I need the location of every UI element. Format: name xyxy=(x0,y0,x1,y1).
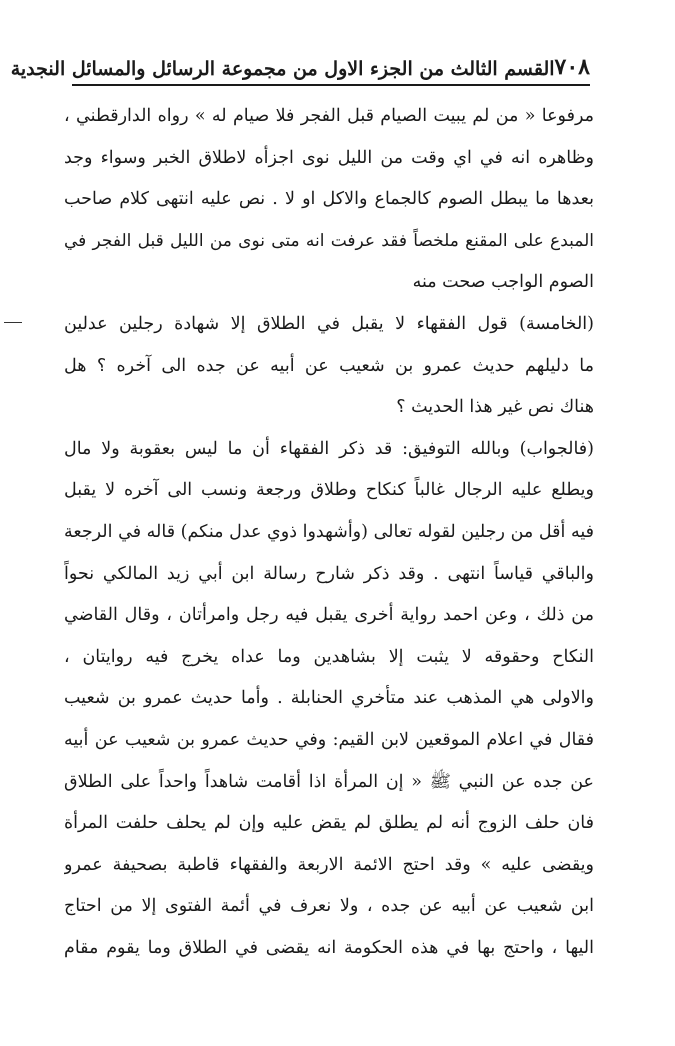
text-line: فان حلف الزوج أنه لم يطلق لم يقض عليه وإن لم يحلف حلفت المرأة xyxy=(64,813,594,834)
text-line: هناك نص غير هذا الحديث ؟ xyxy=(396,397,594,418)
text-line: ما دليلهم حديث عمرو بن شعيب عن أبيه عن جده الى آخره ؟ هل xyxy=(64,355,594,376)
text-line: فقال في اعلام الموقعين لابن القيم: وفي حديث عمرو بن شعيب عن أبيه xyxy=(64,729,594,750)
page-header xyxy=(10,44,590,80)
text-line: فيه أقل من رجلين لقوله تعالى (وأشهدوا ذوي عدل منكم) قاله في الرجعة xyxy=(64,521,594,542)
text-line: وظاهره انه في اي وقت من الليل نوى اجزأه لاطلاق الخبر وسواء وجد xyxy=(64,147,594,168)
text-line: المبدع على المقنع ملخصاً فقد عرفت انه متى نوى من الليل قبل الفجر في xyxy=(64,230,594,251)
text-line: بعدها ما يبطل الصوم كالجماع والاكل او لا . نص عليه انتهى كلام صاحب xyxy=(64,189,594,210)
body-text xyxy=(64,96,594,969)
text-line: اليها ، واحتج بها في هذه الحكومة انه يقضى في الطلاق وما يقوم مقام xyxy=(64,937,594,958)
text-line: ويطلع عليه الرجال غالباً كنكاح وطلاق ورجعة ونسب الى آخره لا يقبل xyxy=(64,480,594,501)
page-number: ٧٠٨ xyxy=(554,54,590,80)
text-line: مرفوعا « من لم يبيت الصيام قبل الفجر فلا صيام له » رواه الدارقطني ، xyxy=(64,106,594,126)
text-line: الصوم الواجب صحت منه xyxy=(412,272,594,293)
text-line: والاولى هي المذهب عند متأخري الحنابلة . وأما حديث عمرو بن شعيب xyxy=(64,688,594,709)
text-line: (فالجواب) وبالله التوفيق: قد ذكر الفقهاء أن ما ليس بعقوبة ولا مال xyxy=(64,438,594,459)
text-line: ابن شعيب عن أبيه عن جده ، ولا نعرف في أئمة الفتوى إلا من احتاج xyxy=(64,896,594,917)
text-line: من ذلك ، وعن احمد رواية أخرى يقبل فيه رجل وامرأتان ، وقال القاضي xyxy=(64,605,594,626)
text-line: (الخامسة) قول الفقهاء لا يقبل في الطلاق إلا شهادة رجلين عدلين xyxy=(64,313,594,334)
text-line: عن جده عن النبي ﷺ « إن المرأة اذا أقامت شاهداً واحداً على الطلاق xyxy=(64,771,594,792)
text-line: والباقي قياساً انتهى . وقد ذكر شارح رسالة ابن أبي زيد المالكي نحواً xyxy=(64,563,594,584)
text-line: ويقضى عليه » وقد احتج الائمة الاربعة والفقهاء قاطبة بصحيفة عمرو xyxy=(64,854,594,875)
header-rule xyxy=(72,84,590,86)
running-title: القسم الثالث من الجزء الاول من مجموعة الرسائل والمسائل النجدية xyxy=(10,58,555,80)
margin-mark xyxy=(4,322,22,323)
text-line: النكاح وحقوقه لا يثبت إلا بشاهدين وما عداه يخرج فيه روايتان ، xyxy=(64,646,594,667)
